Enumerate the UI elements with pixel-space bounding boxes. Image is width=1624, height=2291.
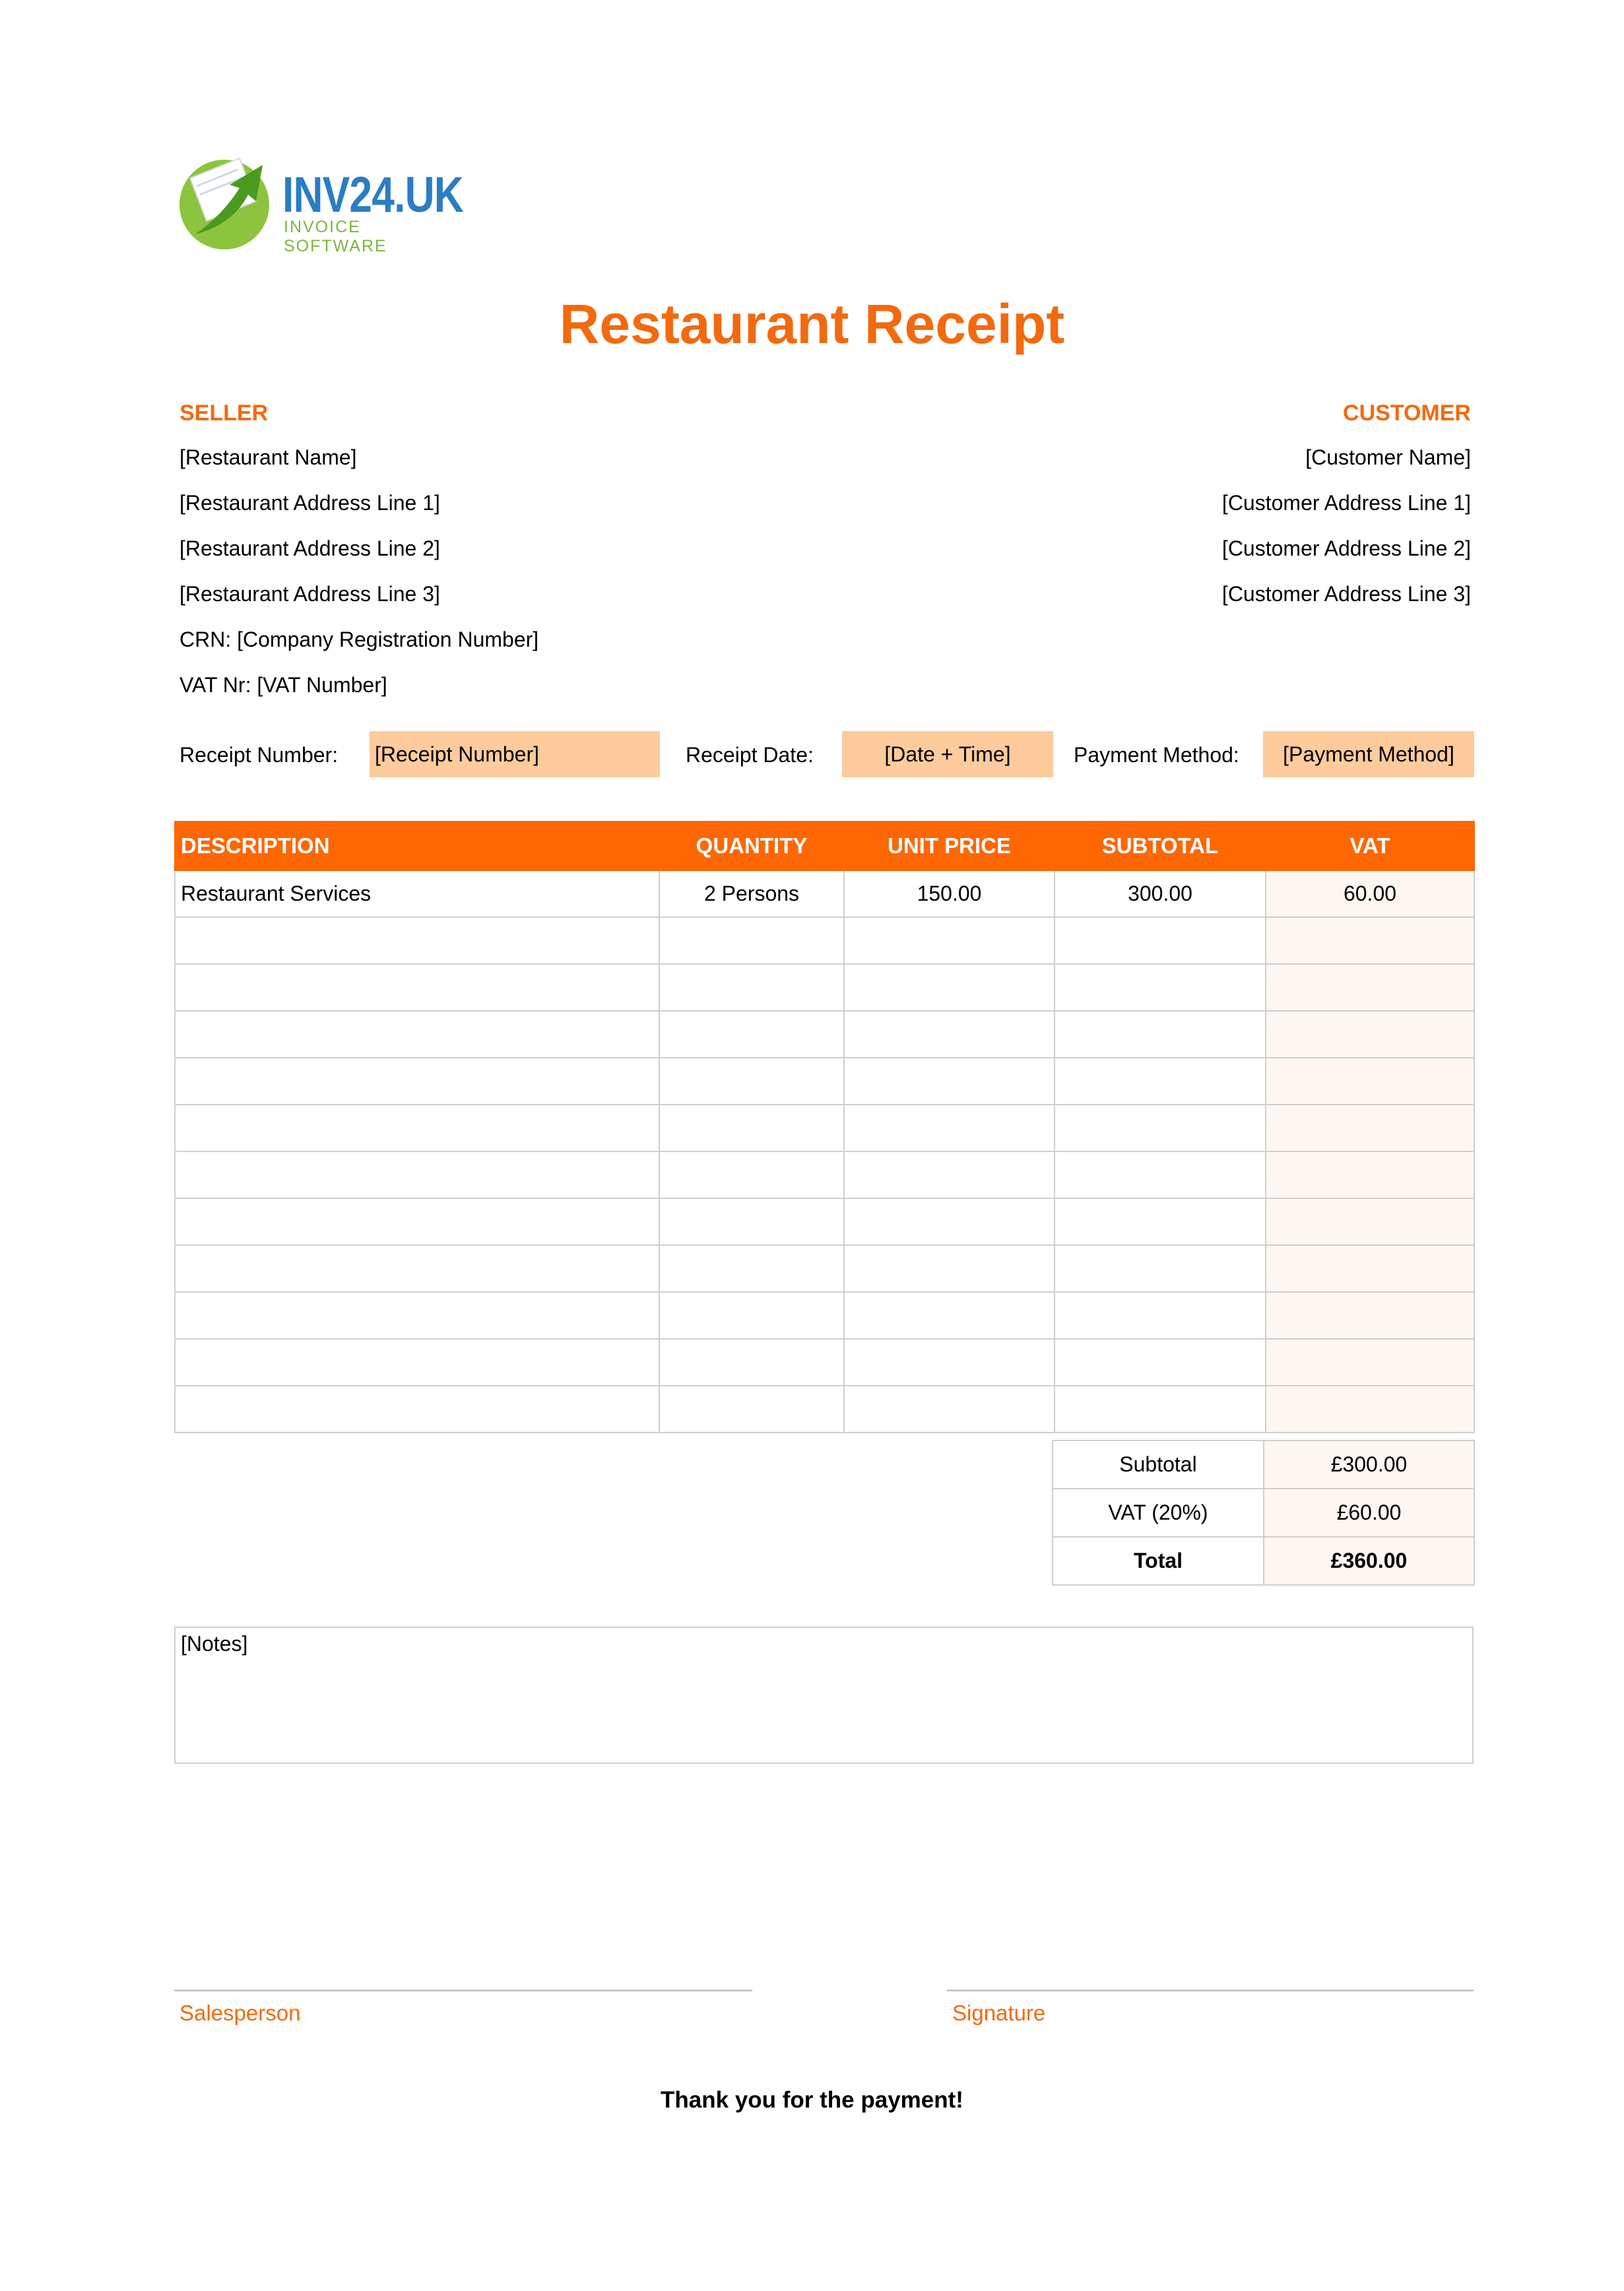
vat-value: £60.00 bbox=[1264, 1489, 1474, 1537]
cell-subtotal bbox=[1055, 1105, 1266, 1151]
table-row bbox=[175, 1105, 1474, 1151]
cell-quantity bbox=[659, 1198, 844, 1245]
cell-vat bbox=[1266, 1292, 1474, 1339]
cell-description bbox=[175, 1339, 659, 1386]
cell-vat: 60.00 bbox=[1266, 870, 1474, 917]
cell-unit-price bbox=[844, 1292, 1055, 1339]
seller-address-line-3: [Restaurant Address Line 3] bbox=[179, 582, 440, 606]
cell-quantity bbox=[659, 1292, 844, 1339]
thank-you-message: Thank you for the payment! bbox=[661, 2087, 963, 2113]
seller-crn: CRN: [Company Registration Number] bbox=[179, 628, 539, 651]
cell-unit-price bbox=[844, 1011, 1055, 1058]
items-table bbox=[174, 821, 1475, 1433]
cell-unit-price bbox=[844, 964, 1055, 1011]
customer-address-line-3: [Customer Address Line 3] bbox=[1221, 582, 1471, 606]
table-row bbox=[175, 1386, 1474, 1433]
table-row bbox=[175, 870, 1474, 917]
seller-vat-number: VAT Nr: [VAT Number] bbox=[179, 673, 387, 697]
cell-quantity bbox=[659, 1386, 844, 1433]
cell-quantity bbox=[659, 1245, 844, 1292]
column-header-subtotal: SUBTOTAL bbox=[1055, 822, 1266, 870]
payment-method-field[interactable]: [Payment Method] bbox=[1263, 731, 1474, 777]
seller-address-line-2: [Restaurant Address Line 2] bbox=[179, 536, 440, 560]
cell-vat bbox=[1266, 1058, 1474, 1105]
cell-vat bbox=[1266, 964, 1474, 1011]
cell-vat bbox=[1266, 1339, 1474, 1386]
seller-name: [Restaurant Name] bbox=[179, 445, 357, 469]
cell-subtotal bbox=[1055, 1292, 1266, 1339]
column-header-quantity: QUANTITY bbox=[659, 822, 844, 870]
logo-graphic-icon bbox=[177, 152, 276, 251]
cell-unit-price bbox=[844, 1339, 1055, 1386]
customer-address-line-2: [Customer Address Line 2] bbox=[1221, 536, 1471, 560]
cell-subtotal bbox=[1055, 1339, 1266, 1386]
total-row bbox=[1053, 1537, 1474, 1585]
column-header-vat: VAT bbox=[1266, 822, 1474, 870]
subtotal-value: £300.00 bbox=[1264, 1440, 1474, 1489]
logo-tagline: INVOICE SOFTWARE bbox=[284, 218, 387, 255]
cell-subtotal bbox=[1055, 1198, 1266, 1245]
table-row bbox=[175, 1198, 1474, 1245]
signature-line bbox=[947, 1989, 1474, 1991]
cell-subtotal bbox=[1055, 1386, 1266, 1433]
cell-subtotal bbox=[1055, 917, 1266, 964]
cell-quantity bbox=[659, 1011, 844, 1058]
cell-description bbox=[175, 1011, 659, 1058]
cell-unit-price bbox=[844, 1058, 1055, 1105]
cell-description bbox=[175, 1245, 659, 1292]
cell-quantity bbox=[659, 1339, 844, 1386]
total-value: £360.00 bbox=[1264, 1537, 1474, 1585]
receipt-number-field[interactable]: [Receipt Number] bbox=[370, 731, 660, 777]
cell-vat bbox=[1266, 1105, 1474, 1151]
cell-quantity bbox=[659, 917, 844, 964]
table-row bbox=[175, 917, 1474, 964]
table-row bbox=[175, 964, 1474, 1011]
subtotal-row bbox=[1053, 1440, 1474, 1489]
salesperson-label: Salesperson bbox=[179, 2001, 301, 2025]
receipt-date-field[interactable]: [Date + Time] bbox=[842, 731, 1053, 777]
cell-vat bbox=[1266, 1386, 1474, 1433]
salesperson-signature-line bbox=[174, 1989, 752, 1991]
table-row bbox=[175, 1151, 1474, 1198]
cell-subtotal bbox=[1055, 964, 1266, 1011]
total-label: Total bbox=[1053, 1537, 1264, 1585]
cell-vat bbox=[1266, 1198, 1474, 1245]
cell-subtotal bbox=[1055, 1151, 1266, 1198]
cell-vat bbox=[1266, 1011, 1474, 1058]
vat-label: VAT (20%) bbox=[1053, 1489, 1264, 1537]
logo-name: INV24.UK bbox=[282, 167, 463, 223]
cell-description bbox=[175, 917, 659, 964]
vat-row bbox=[1053, 1489, 1474, 1537]
cell-vat bbox=[1266, 1151, 1474, 1198]
cell-unit-price bbox=[844, 1151, 1055, 1198]
customer-name: [Customer Name] bbox=[1305, 445, 1471, 469]
receipt-date-label: Receipt Date: bbox=[686, 743, 814, 767]
column-header-description: DESCRIPTION bbox=[175, 822, 659, 870]
table-row bbox=[175, 1245, 1474, 1292]
receipt-number-label: Receipt Number: bbox=[179, 743, 339, 767]
cell-description bbox=[175, 1105, 659, 1151]
cell-unit-price: 150.00 bbox=[844, 870, 1055, 917]
cell-quantity bbox=[659, 1058, 844, 1105]
seller-address-line-1: [Restaurant Address Line 1] bbox=[179, 491, 440, 515]
column-header-unit-price: UNIT PRICE bbox=[844, 822, 1055, 870]
table-row bbox=[175, 1339, 1474, 1386]
table-row bbox=[175, 1058, 1474, 1105]
items-table-header bbox=[175, 822, 1474, 870]
cell-unit-price bbox=[844, 1245, 1055, 1292]
cell-description bbox=[175, 964, 659, 1011]
company-logo bbox=[177, 152, 467, 255]
cell-quantity bbox=[659, 1151, 844, 1198]
customer-address-line-1: [Customer Address Line 1] bbox=[1221, 491, 1471, 515]
payment-method-label: Payment Method: bbox=[1074, 743, 1239, 767]
cell-unit-price bbox=[844, 917, 1055, 964]
subtotal-label: Subtotal bbox=[1053, 1440, 1264, 1489]
cell-unit-price bbox=[844, 1105, 1055, 1151]
table-row bbox=[175, 1292, 1474, 1339]
cell-subtotal bbox=[1055, 1058, 1266, 1105]
cell-subtotal: 300.00 bbox=[1055, 870, 1266, 917]
totals-table bbox=[1052, 1440, 1475, 1586]
page-title: Restaurant Receipt bbox=[559, 293, 1065, 355]
seller-heading: SELLER bbox=[179, 401, 269, 426]
cell-vat bbox=[1266, 1245, 1474, 1292]
customer-heading: CUSTOMER bbox=[1343, 401, 1471, 426]
signature-label: Signature bbox=[952, 2001, 1046, 2025]
cell-vat bbox=[1266, 917, 1474, 964]
cell-subtotal bbox=[1055, 1011, 1266, 1058]
cell-quantity: 2 Persons bbox=[659, 870, 844, 917]
cell-description bbox=[175, 1198, 659, 1245]
cell-unit-price bbox=[844, 1386, 1055, 1433]
cell-description: Restaurant Services bbox=[175, 870, 659, 917]
cell-subtotal bbox=[1055, 1245, 1266, 1292]
cell-unit-price bbox=[844, 1198, 1055, 1245]
cell-quantity bbox=[659, 1105, 844, 1151]
cell-description bbox=[175, 1151, 659, 1198]
cell-description bbox=[175, 1292, 659, 1339]
table-row bbox=[175, 1011, 1474, 1058]
cell-description bbox=[175, 1058, 659, 1105]
cell-description bbox=[175, 1386, 659, 1433]
notes-field[interactable]: [Notes] bbox=[174, 1627, 1474, 1764]
cell-quantity bbox=[659, 964, 844, 1011]
